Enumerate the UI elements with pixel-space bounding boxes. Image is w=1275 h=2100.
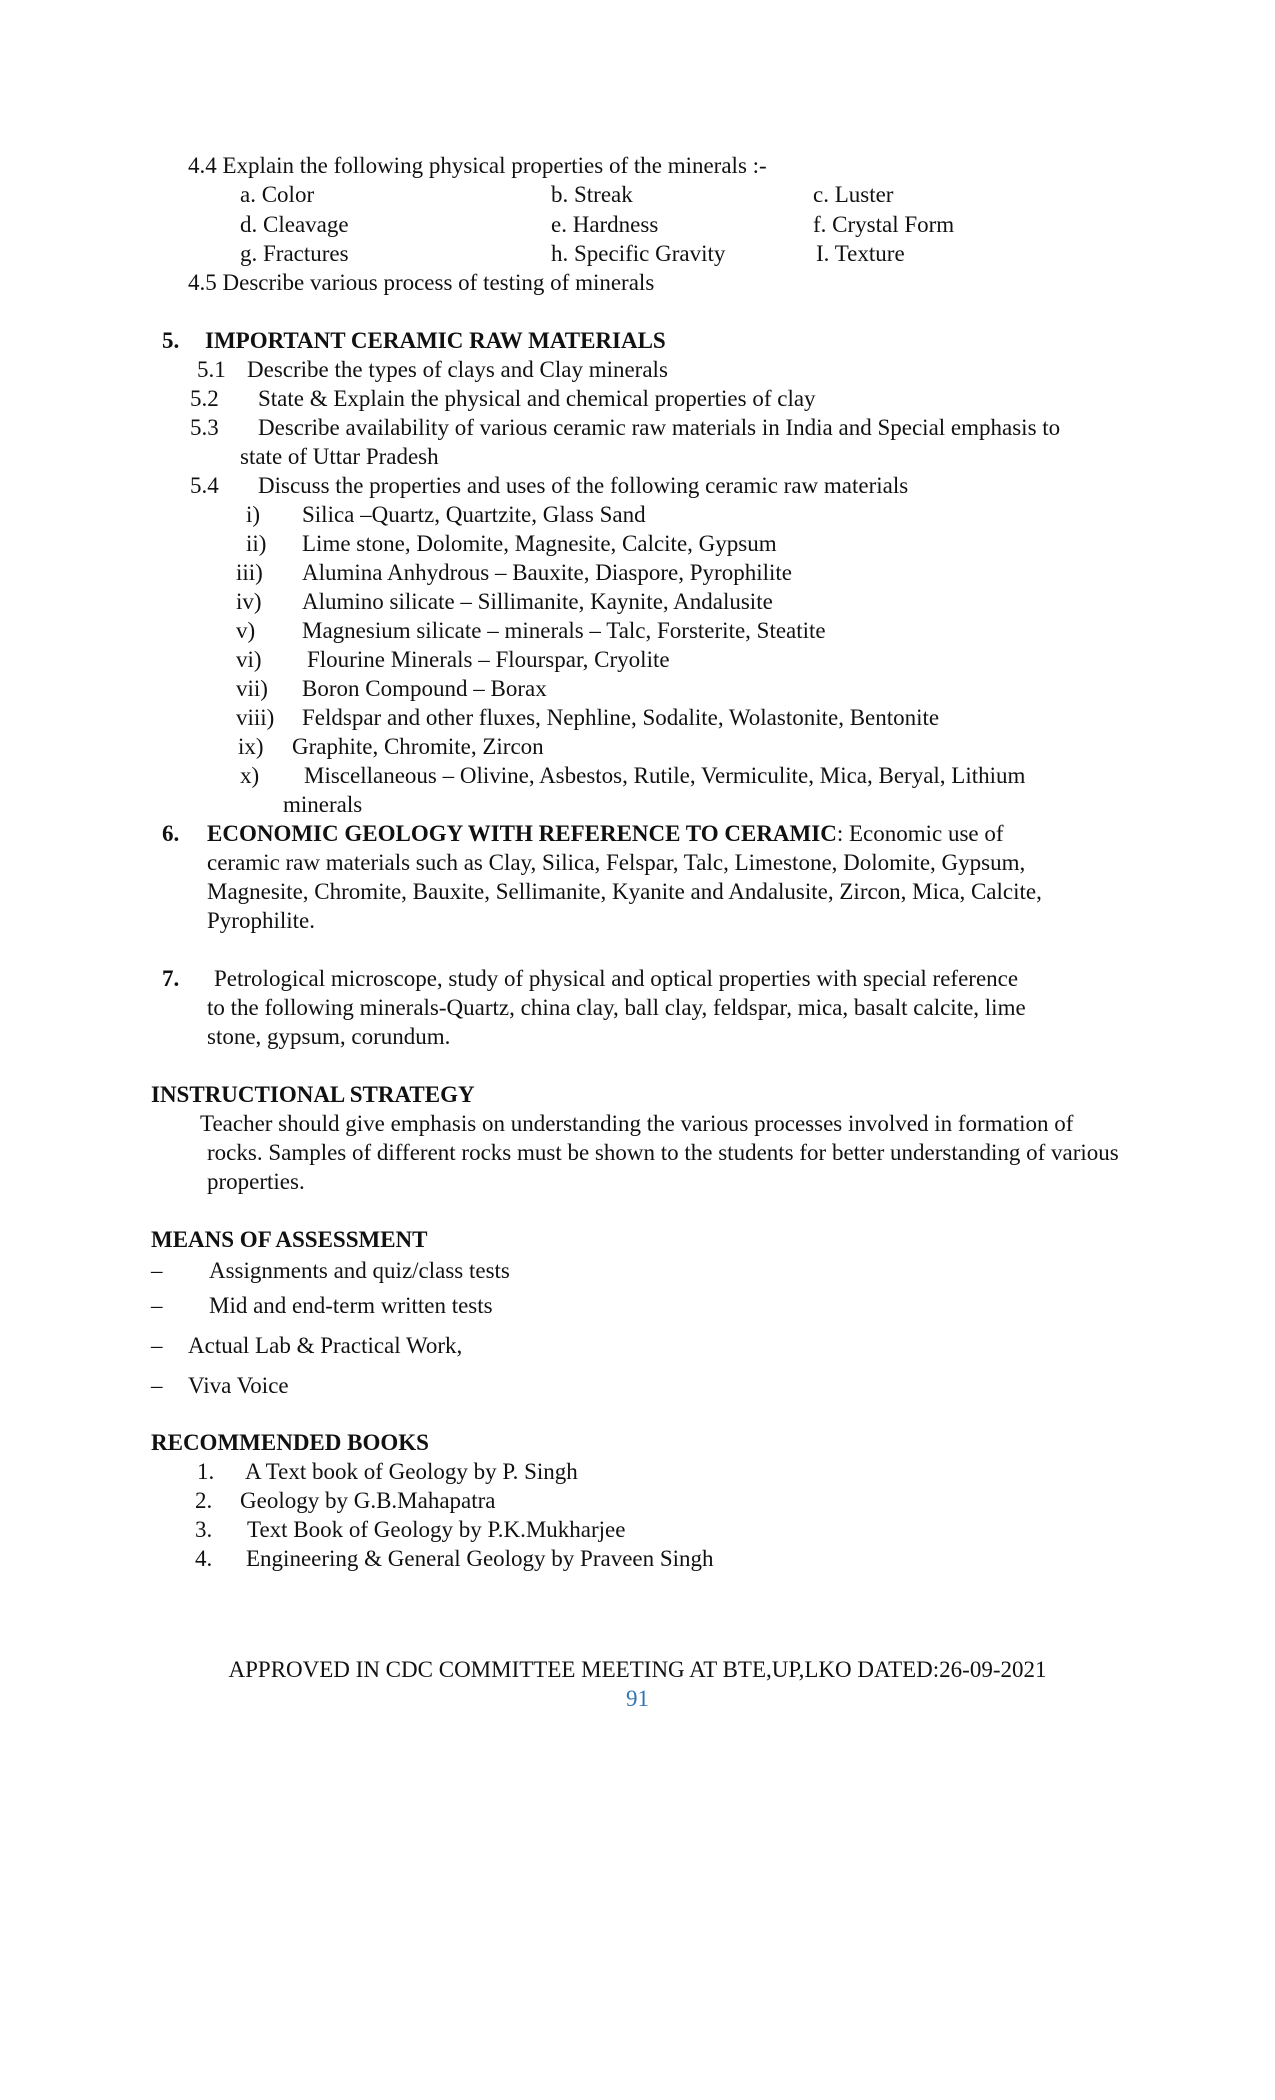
subitem-number: iii) [236, 560, 263, 585]
section-6-title: ECONOMIC GEOLOGY WITH REFERENCE TO CERAMIC [207, 821, 837, 846]
list-item: Mid and end-term written tests [209, 1293, 493, 1318]
property-item: f. Crystal Form [813, 212, 955, 237]
subitem-number: v) [236, 618, 256, 643]
subitem-number: viii) [236, 705, 275, 730]
book-number: 1. [197, 1459, 215, 1484]
item-number: 5.4 [190, 473, 219, 498]
strategy-text: Teacher should give emphasis on understanding the various processes involved in formation of [200, 1111, 1074, 1136]
subitem-number: iv) [236, 589, 262, 614]
list-dash: – [151, 1333, 163, 1358]
list-item: Actual Lab & Practical Work, [188, 1333, 463, 1358]
book-number: 4. [195, 1546, 213, 1571]
list-dash: – [151, 1293, 163, 1318]
item-number: 5.2 [190, 386, 219, 411]
subitem-number: vi) [236, 647, 262, 672]
section-4-4-heading: 4.4 Explain the following physical properties of the minerals :- [188, 153, 767, 178]
strategy-text: properties. [207, 1169, 305, 1194]
list-item: Viva Voice [188, 1373, 289, 1398]
subitem-text: Feldspar and other fluxes, Nephline, Sodalite, Wolastonite, Bentonite [302, 705, 940, 730]
property-item: g. Fractures [240, 241, 349, 266]
recommended-books-heading: RECOMMENDED BOOKS [151, 1430, 429, 1455]
subitem-text: Miscellaneous – Olivine, Asbestos, Rutile, Vermiculite, Mica, Beryal, Lithium [304, 763, 1026, 788]
item-text: Discuss the properties and uses of the following ceramic raw materials [258, 473, 909, 498]
book-title: Geology by G.B.Mahapatra [240, 1488, 496, 1513]
book-title: Engineering & General Geology by Praveen Singh [246, 1546, 714, 1571]
subitem-text: Alumina Anhydrous – Bauxite, Diaspore, Pyrophilite [302, 560, 792, 585]
section-7-text: stone, gypsum, corundum. [207, 1024, 451, 1049]
property-item: d. Cleavage [240, 212, 349, 237]
property-item: a. Color [240, 182, 315, 207]
section-6-text: ceramic raw materials such as Clay, Silica, Felspar, Talc, Limestone, Dolomite, Gypsum, [207, 850, 1026, 875]
list-dash: – [151, 1373, 163, 1398]
property-item: b. Streak [551, 182, 633, 207]
subitem-text: Magnesium silicate – minerals – Talc, Forsterite, Steatite [302, 618, 826, 643]
subitem-text: minerals [283, 792, 363, 817]
section-6-text: Magnesite, Chromite, Bauxite, Sellimanite, Kyanite and Andalusite, Zircon, Mica, Calcite, [207, 879, 1042, 904]
property-item: I. Texture [816, 241, 905, 266]
item-number: 5.3 [190, 415, 219, 440]
subitem-number: x) [240, 763, 260, 788]
subitem-number: i) [246, 502, 261, 527]
section-5-title: IMPORTANT CERAMIC RAW MATERIALS [205, 328, 666, 353]
section-7-number: 7. [162, 966, 180, 991]
section-4-5: 4.5 Describe various process of testing of minerals [188, 270, 655, 295]
list-item: Assignments and quiz/class tests [209, 1258, 510, 1283]
property-item: h. Specific Gravity [551, 241, 726, 266]
section-6-text: : Economic use of [836, 821, 1004, 846]
item-text: state of Uttar Pradesh [240, 444, 439, 469]
subitem-text: Silica –Quartz, Quartzite, Glass Sand [302, 502, 646, 527]
subitem-number: ii) [246, 531, 267, 556]
subitem-number: ix) [238, 734, 264, 759]
subitem-text: Alumino silicate – Sillimanite, Kaynite, Andalusite [302, 589, 773, 614]
item-number: 5.1 [197, 357, 226, 382]
section-6-first-line [207, 820, 1004, 848]
section-6-number: 6. [162, 821, 180, 846]
instructional-strategy-heading: INSTRUCTIONAL STRATEGY [151, 1082, 475, 1107]
approval-footer: APPROVED IN CDC COMMITTEE MEETING AT BTE,UP,LKO DATED:26-09-2021 [228, 1657, 1047, 1682]
subitem-number: vii) [236, 676, 268, 701]
property-item: c. Luster [813, 182, 894, 207]
subitem-text: Flourine Minerals – Flourspar, Cryolite [307, 647, 670, 672]
section-7-text: to the following minerals-Quartz, china clay, ball clay, feldspar, mica, basalt calcite, lime [207, 995, 1026, 1020]
strategy-text: rocks. Samples of different rocks must be shown to the students for better understanding of various [207, 1140, 1119, 1165]
section-7-text: Petrological microscope, study of physical and optical properties with special reference [214, 966, 1019, 991]
book-number: 2. [195, 1488, 213, 1513]
item-text: Describe availability of various ceramic raw materials in India and Special emphasis to [258, 415, 1061, 440]
subitem-text: Lime stone, Dolomite, Magnesite, Calcite, Gypsum [302, 531, 777, 556]
section-6-text: Pyrophilite. [207, 908, 315, 933]
page-number: 91 [626, 1686, 649, 1711]
item-text: Describe the types of clays and Clay minerals [247, 357, 668, 382]
item-text: State & Explain the physical and chemical properties of clay [258, 386, 816, 411]
book-title: A Text book of Geology by P. Singh [245, 1459, 578, 1484]
book-number: 3. [195, 1517, 213, 1542]
subitem-text: Graphite, Chromite, Zircon [292, 734, 544, 759]
means-of-assessment-heading: MEANS OF ASSESSMENT [151, 1227, 428, 1252]
section-5-number: 5. [162, 328, 180, 353]
list-dash: – [151, 1258, 163, 1283]
book-title: Text Book of Geology by P.K.Mukharjee [247, 1517, 626, 1542]
subitem-text: Boron Compound – Borax [302, 676, 547, 701]
property-item: e. Hardness [551, 212, 659, 237]
